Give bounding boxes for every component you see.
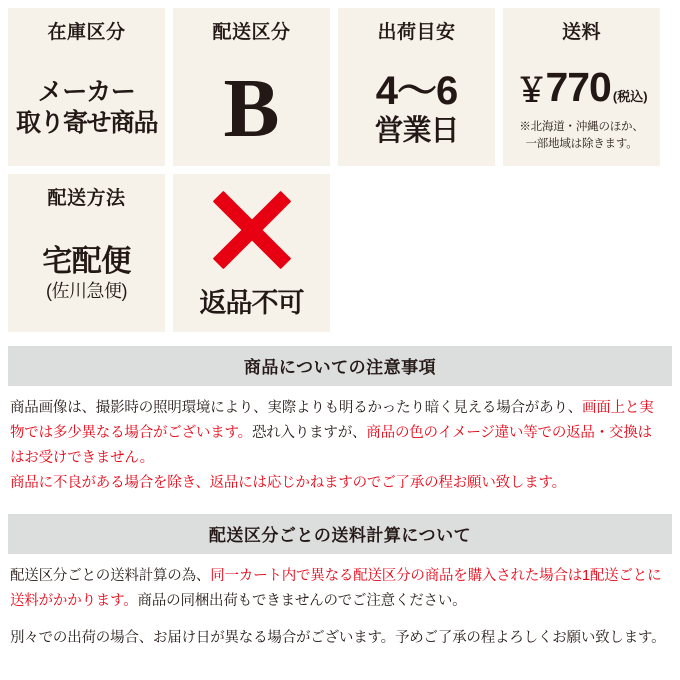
- shipping-calc-line-1: [10, 564, 670, 589]
- product-notes-seg-1b: 画面上と実: [582, 400, 654, 416]
- badge-body-shipping-class: [173, 51, 330, 166]
- product-notes-line-4: [10, 471, 670, 496]
- shipping-method-main: 宅配便: [42, 245, 131, 279]
- shipping-calc-line-2: [10, 589, 670, 614]
- product-notes-line-3: [10, 446, 670, 471]
- shipping-calc-line-3: [10, 626, 670, 651]
- badge-shipping-class: [173, 8, 330, 166]
- badge-shipping-fee: [503, 8, 660, 166]
- shipping-fee-amount: 770: [545, 63, 611, 110]
- badge-title-shipping-estimate: 出荷目安: [377, 22, 456, 43]
- product-notes-seg-3a: はお受けできません。: [10, 449, 154, 466]
- badge-shipping-estimate: [338, 8, 495, 166]
- x-mark-icon: [209, 187, 295, 273]
- shipping-estimate-unit: 営業日: [374, 114, 459, 147]
- shipping-fee-note-line1: ※北海道・沖縄のほか、: [519, 120, 644, 133]
- shipping-estimate-days: 4〜6: [375, 68, 458, 113]
- shipping-fee-row: [515, 64, 647, 111]
- section-body-product-notes: [8, 386, 672, 496]
- shipping-fee-note: [519, 119, 643, 154]
- shipping-calc-seg-1a: 配送区分ごとの送料計算の為、: [10, 567, 211, 584]
- badge-body-shipping-fee: [503, 51, 660, 166]
- badge-body-shipping-method: [8, 217, 165, 332]
- product-notes-line-1: [10, 396, 670, 421]
- product-notes-line-2: [10, 421, 670, 446]
- badge-title-shipping-class: 配送区分: [212, 22, 291, 43]
- section-heading-shipping-calculation: 配送区分ごとの送料計算について: [8, 514, 672, 554]
- shipping-calc-seg-3a: 別々での出荷の場合、お届け日が異なる場合がございます。予めご了承の程よろしくお願い致します。: [10, 629, 666, 646]
- shipping-calc-seg-2a: 送料がかかります。: [10, 592, 138, 609]
- yen-symbol-icon: ￥: [515, 71, 546, 108]
- shipping-class-letter: B: [223, 62, 280, 156]
- shipping-calc-seg-2b: 商品の同梱出荷もできませんのでご注意ください。: [137, 592, 467, 609]
- badge-stock-type: [8, 8, 165, 166]
- product-notes-seg-2c: 商品の色のイメージ違い等での返品・交換は: [366, 424, 652, 441]
- badge-title-shipping-fee: 送料: [561, 22, 601, 43]
- shipping-fee-note-line2: 一部地域は除きます。: [525, 137, 638, 150]
- badge-title-shipping-method: 配送方法: [47, 188, 126, 209]
- notice-sections: [0, 332, 680, 651]
- shipping-fee-tax-label: (税込): [612, 88, 648, 104]
- return-policy-label: 返品不可: [199, 287, 304, 318]
- section-body-shipping-calculation: [8, 554, 672, 651]
- product-notes-seg-1a: 商品画像は、撮影時の照明環境により、実際よりも明るかったり暗く見える場合があり、: [10, 400, 582, 416]
- product-notes-seg-2b: 恐れ入りますが、: [251, 424, 367, 441]
- badge-grid: [0, 0, 680, 332]
- badge-title-stock-type: 在庫区分: [47, 22, 126, 43]
- product-notes-seg-4a: 商品に不良がある場合を除き、返品には応じかねますのでご了承の程お願い致します。: [10, 474, 566, 491]
- shipping-method-carrier: (佐川急便): [46, 281, 127, 302]
- stock-type-line2: 取り寄せ商品: [15, 109, 157, 138]
- stock-type-line1: メーカー: [37, 78, 136, 107]
- shipping-calc-seg-1b: 同一カート内で異なる配送区分の商品を購入された場合は1配送ごとに: [210, 567, 662, 584]
- badge-body-shipping-estimate: [338, 51, 495, 166]
- section-heading-product-notes: 商品についての注意事項: [8, 346, 672, 386]
- badge-return-policy: [173, 174, 330, 332]
- badge-body-stock-type: [8, 51, 165, 166]
- product-notes-seg-2a: 物では多少異なる場合がございます。: [10, 424, 252, 441]
- badge-shipping-method: [8, 174, 165, 332]
